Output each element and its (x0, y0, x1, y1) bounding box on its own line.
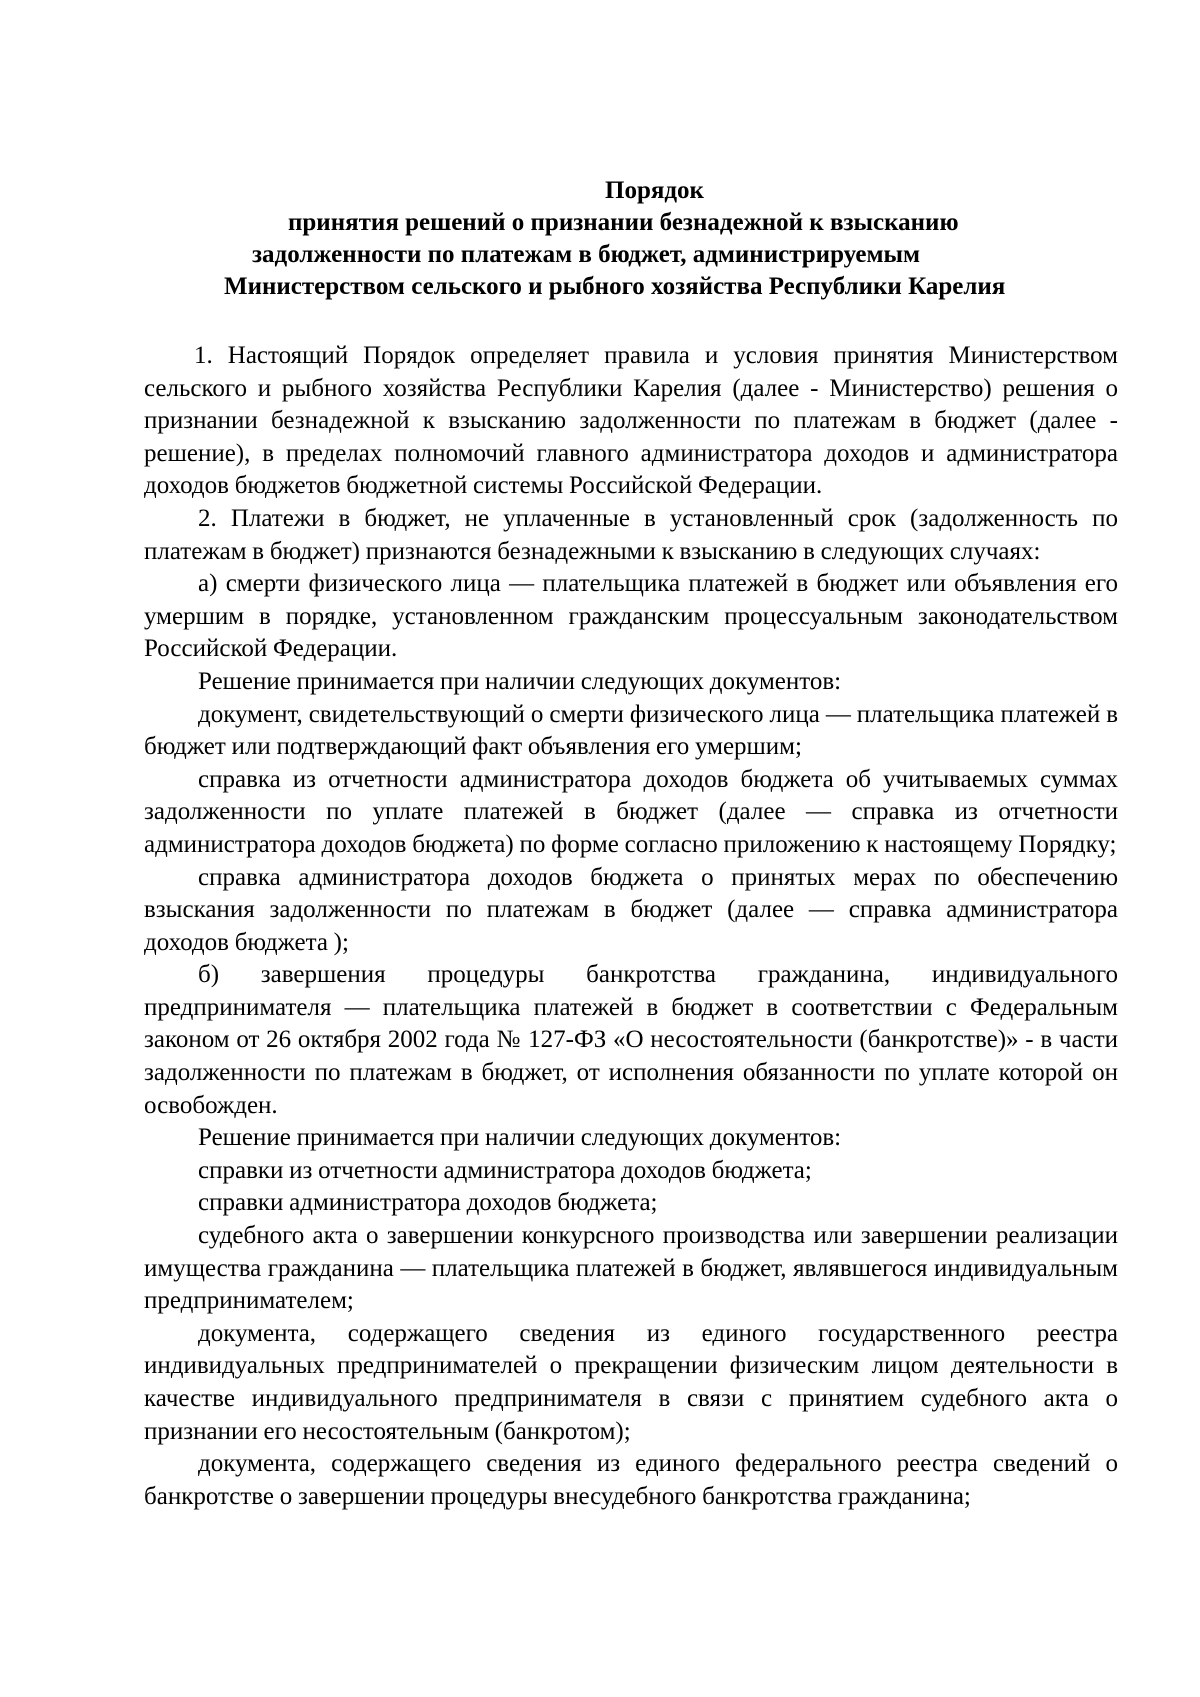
title-line-2: принятия решений о признании безнадежной к взысканию (288, 209, 959, 236)
paragraph-5: документ, свидетельствующий о смерти физического лица — плательщика платежей в бюджет или подтверждающий факт объявления его умершим; (144, 700, 1118, 761)
paragraph-2: 2. Платежи в бюджет, не уплаченные в установленный срок (задолженность по платежам в бюджет) признаются безнадежными к взысканию в следующих случаях: (144, 504, 1118, 565)
paragraph-7: справка администратора доходов бюджета о принятых мерах по обеспечению взыскания задолженности по платежам в бюджет (далее — справка администратора доходов бюджета ); (144, 863, 1118, 956)
paragraph-6: справка из отчетности администратора доходов бюджета об учитываемых суммах задолженности по уплате платежей в бюджет (далее — справка из отчетности администратора доходов бюджета) по форме согласно приложению к настоящему Порядку; (144, 765, 1118, 858)
paragraph-9: Решение принимается при наличии следующих документов: (198, 1124, 842, 1152)
paragraph-12: судебного акта о завершении конкурсного производства или завершении реализации имущества гражданина — плательщика платежей в бюджет, являвшегося индивидуальным предпринимателем; (144, 1222, 1118, 1315)
paragraph-10: справки из отчетности администратора доходов бюджета; (198, 1156, 812, 1184)
title-line-4: Министерством сельского и рыбного хозяйства Республики Карелия (224, 273, 1006, 300)
paragraph-4: Решение принимается при наличии следующих документов: (198, 667, 842, 695)
title-line-1: Порядок (605, 177, 704, 204)
paragraph-8: б) завершения процедуры банкротства гражданина, индивидуального предпринимателя — плательщика платежей в бюджет в соответствии с Федеральным законом от 26 октября 2002 года № 127-ФЗ «О несостоятельности (банкротстве)» - в части задолженности по платежам в бюджет, от исполнения обязанности по уплате которой он освобожден. (144, 961, 1118, 1119)
title-line-3: задолженности по платежам в бюджет, администрируемым (252, 241, 921, 268)
paragraph-14: документа, содержащего сведения из единого федерального реестра сведений о банкротстве о завершении процедуры внесудебного банкротства гражданина; (144, 1450, 1118, 1510)
document-body (144, 340, 1118, 1513)
paragraph-11: справки администратора доходов бюджета; (198, 1189, 658, 1217)
paragraph-3: а) смерти физического лица — плательщика платежей в бюджет или объявления его умершим в порядке, установленном гражданским процессуальным законодательством Российской Федерации. (144, 570, 1118, 663)
paragraph-1: 1. Настоящий Порядок определяет правила и условия принятия Министерством сельского и рыбного хозяйства Республики Карелия (далее - Министерство) решения о признании безнадежной к взысканию задолженности по платежам в бюджет (далее - решение), в пределах полномочий главного администратора доходов и администратора доходов бюджетов бюджетной системы Российской Федерации. (144, 342, 1118, 500)
paragraph-13: документа, содержащего сведения из единого государственного реестра индивидуальных предпринимателей о прекращении физическим лицом деятельности в качестве индивидуального предпринимателя в связи с принятием судебного акта о признании его несостоятельным (банкротом); (144, 1319, 1118, 1445)
